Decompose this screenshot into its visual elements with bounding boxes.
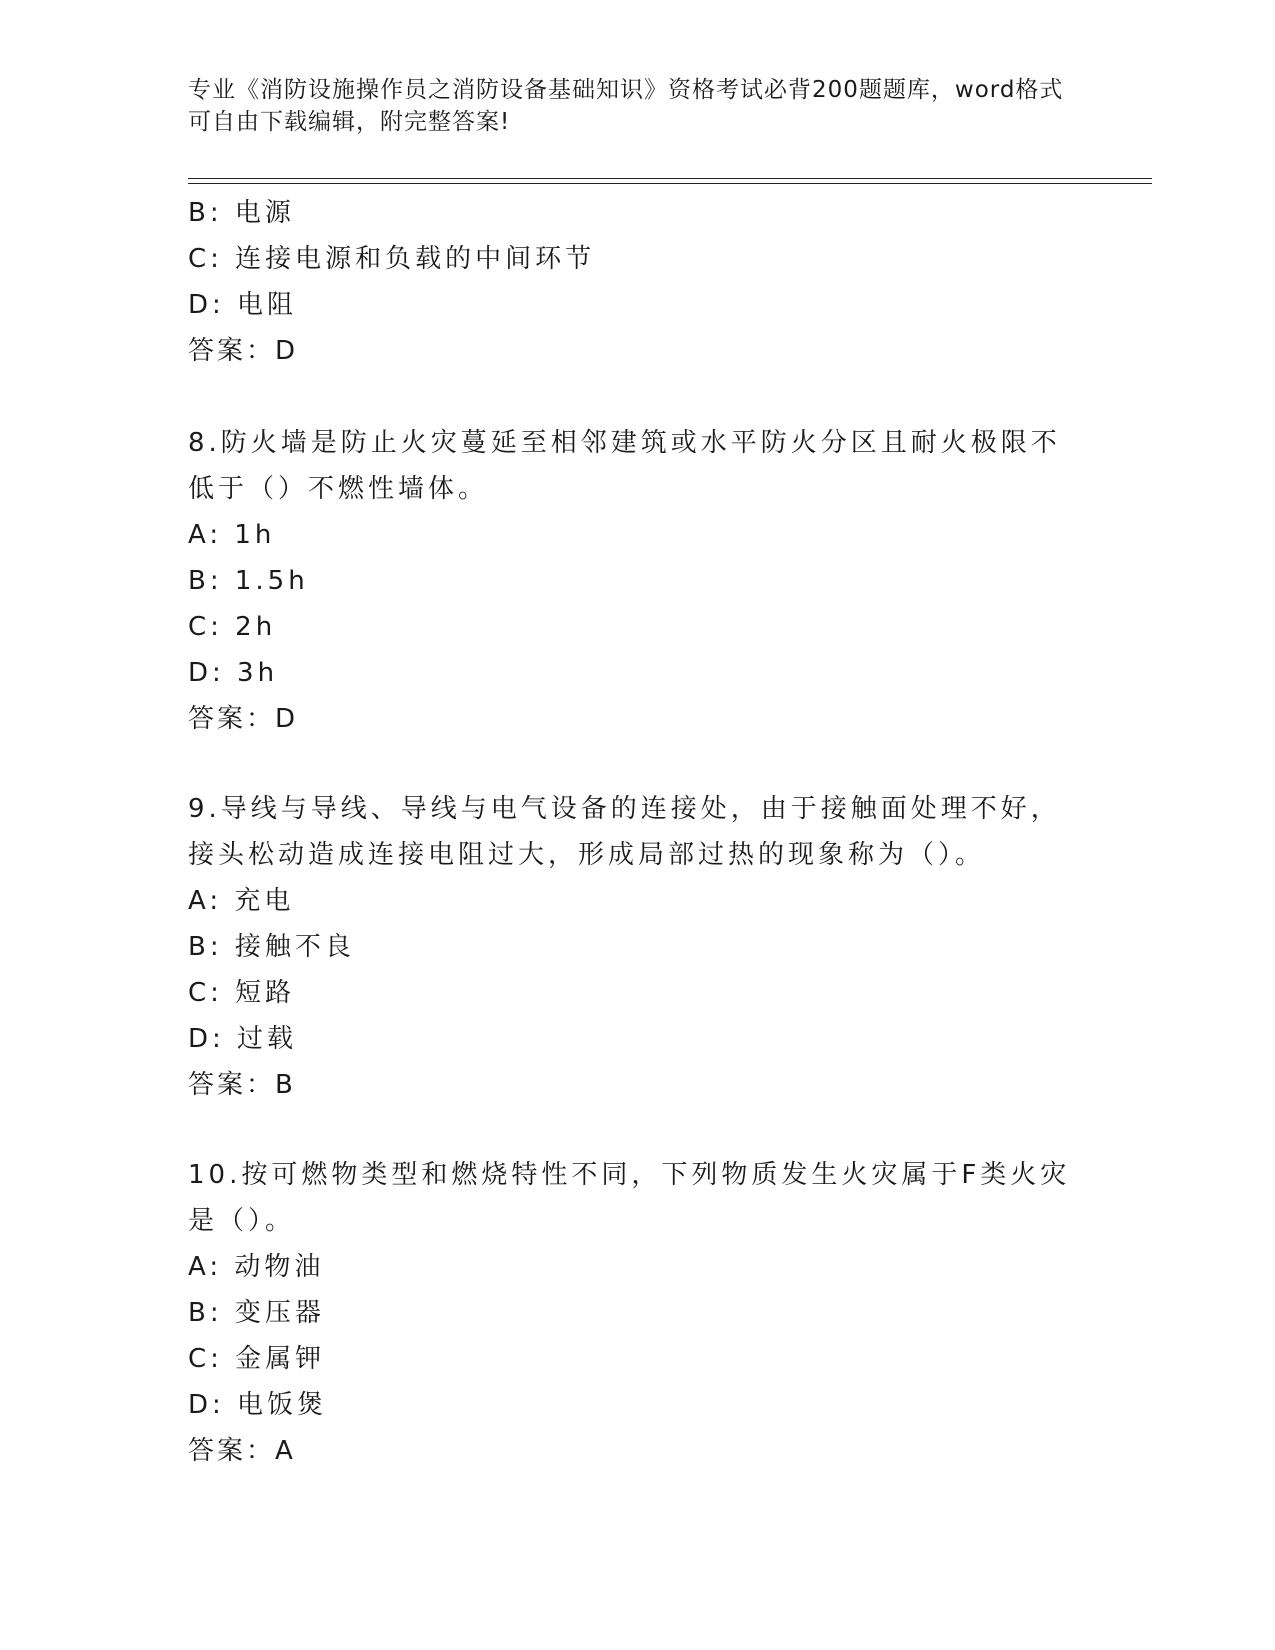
option-b: B: 变压器 (188, 1298, 325, 1328)
page-header: 专业《消防设施操作员之消防设备基础知识》资格考试必背200题题库，word格式可自由下载编辑，附完整答案! (188, 77, 1064, 135)
option-b: B: 接触不良 (188, 932, 355, 962)
answer: 答案：B (188, 1070, 296, 1100)
option-c: C: 金属钾 (188, 1344, 326, 1374)
option-b: B: 1.5h (188, 566, 309, 596)
option-d: D: 电饭煲 (188, 1390, 328, 1420)
answer: 答案：D (188, 704, 299, 734)
option-a: A: 充电 (188, 886, 295, 916)
question-10 (188, 1152, 1088, 1474)
header-rule-bottom (188, 183, 1152, 184)
question-9 (188, 786, 1088, 1108)
option-b: B: 电源 (188, 198, 295, 228)
answer: 答案：A (188, 1436, 296, 1466)
question-stem: 10.按可燃物类型和燃烧特性不同，下列物质发生火灾属于F类火灾是（）。 (188, 1160, 1071, 1236)
document-body (188, 190, 1088, 1474)
question-8 (188, 420, 1088, 742)
option-d: D: 过载 (188, 1024, 298, 1054)
answer: 答案：D (188, 336, 299, 366)
option-d: D: 3h (188, 658, 279, 688)
option-a: A: 1h (188, 520, 276, 550)
option-d: D: 电阻 (188, 290, 298, 320)
option-c: C: 连接电源和负载的中间环节 (188, 244, 596, 274)
option-a: A: 动物油 (188, 1252, 325, 1282)
question-stem: 9.导线与导线、导线与电气设备的连接处，由于接触面处理不好，接头松动造成连接电阻过大，形成局部过热的现象称为（）。 (188, 794, 1061, 870)
option-c: C: 短路 (188, 978, 296, 1008)
header-rule-top (188, 178, 1152, 179)
option-c: C: 2h (188, 612, 277, 642)
question-stem: 8.防火墙是防止火灾蔓延至相邻建筑或水平防火分区且耐火极限不低于（）不燃性墙体。 (188, 428, 1061, 504)
prev-question-tail (188, 190, 1088, 374)
